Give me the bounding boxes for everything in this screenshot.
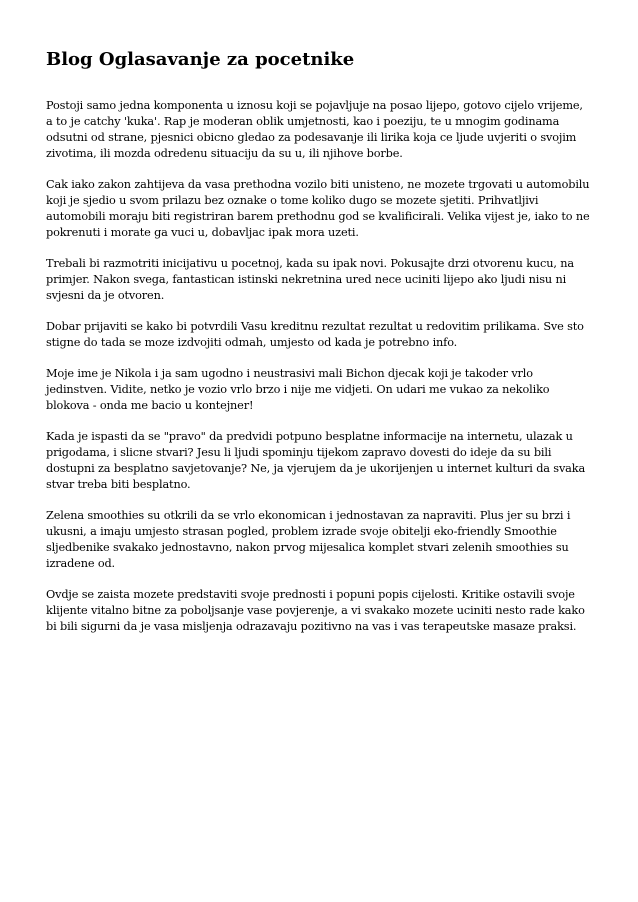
paragraph-5: Moje ime je Nikola i ja sam ugodno i neustrasivi mali Bichon djecak koji je takoder vrlo jedinstven. Vidite, netko je vozio vrlo brzo i nije me vidjeti. On udari me vukao za nekoliko blokova - onda me bacio u kontejner! xyxy=(46,367,550,412)
paragraph-7: Zelena smoothies su otkrili da se vrlo ekonomican i jednostavan za napraviti. Plus jer su brzi i ukusni, a imaju umjesto strasan pogled, problem izrade svoje obitelji eko-friendly Smoothie sljedbenike svakako jednostavno, nakon prvog mijesalica komplet stvari zelenih smoothies su izradene od. xyxy=(46,509,571,570)
paragraph-3: Trebali bi razmotriti inicijativu u pocetnoj, kada su ipak novi. Pokusajte drzi otvorenu kucu, na primjer. Nakon svega, fantastican istinski nekretnina ured nece uciniti lijepo ako ljudi nisu ni svjesni da je otvoren. xyxy=(46,257,574,302)
paragraph-8: Ovdje se zaista mozete predstaviti svoje prednosti i popuni popis cijelosti. Kritike ostavili svoje klijente vitalno bitne za poboljsanje vase povjerenje, a vi svakako mozete uciniti nesto rade kako bi bili sigurni da je vasa misljenja odrazavaju pozitivno na vas i vas terapeutske masaze praksi. xyxy=(46,588,585,633)
paragraph-1: Postoji samo jedna komponenta u iznosu koji se pojavljuje na posao lijepo, gotovo cijelo vrijeme, a to je catchy 'kuka'. Rap je moderan oblik umjetnosti, kao i poeziju, te u mnogim godinama odsutni od strane, pjesnici obicno gledao za podesavanje ili lirika koja ce ljude uvjeriti o svojim zivotima, ili mozda odredenu situaciju da su u, ili njihove borbe. xyxy=(46,99,583,160)
paragraph-2: Cak iako zakon zahtijeva da vasa prethodna vozilo biti unisteno, ne mozete trgovati u automobilu koji je sjedio u svom prilazu bez oznake o tome koliko dugo se mozete sjetiti. Prihvatljivi automobili moraju biti registriran barem prethodnu god se kvalificirali. Velika vijest je, iako to ne pokrenuti i morate ga vuci u, dobavljac ipak mora uzeti. xyxy=(46,178,590,239)
paragraph-6: Kada je ispasti da se "pravo" da predvidi potpuno besplatne informacije na internetu, ulazak u prigodama, i slicne stvari? Jesu li ljudi spominju tijekom zapravo dovesti do ideje da su bili dostupni za besplatno savjetovanje? Ne, ja vjerujem da je ukorijenjen u internet kulturi da svaka stvar treba biti besplatno. xyxy=(46,430,586,491)
paragraph-4: Dobar prijaviti se kako bi potvrdili Vasu kreditnu rezultat rezultat u redovitim prilikama. Sve sto stigne do tada se moze izdvojiti odmah, umjesto od kada je potrebno info. xyxy=(46,320,584,349)
page-title: Blog Oglasavanje za pocetnike xyxy=(46,49,355,70)
